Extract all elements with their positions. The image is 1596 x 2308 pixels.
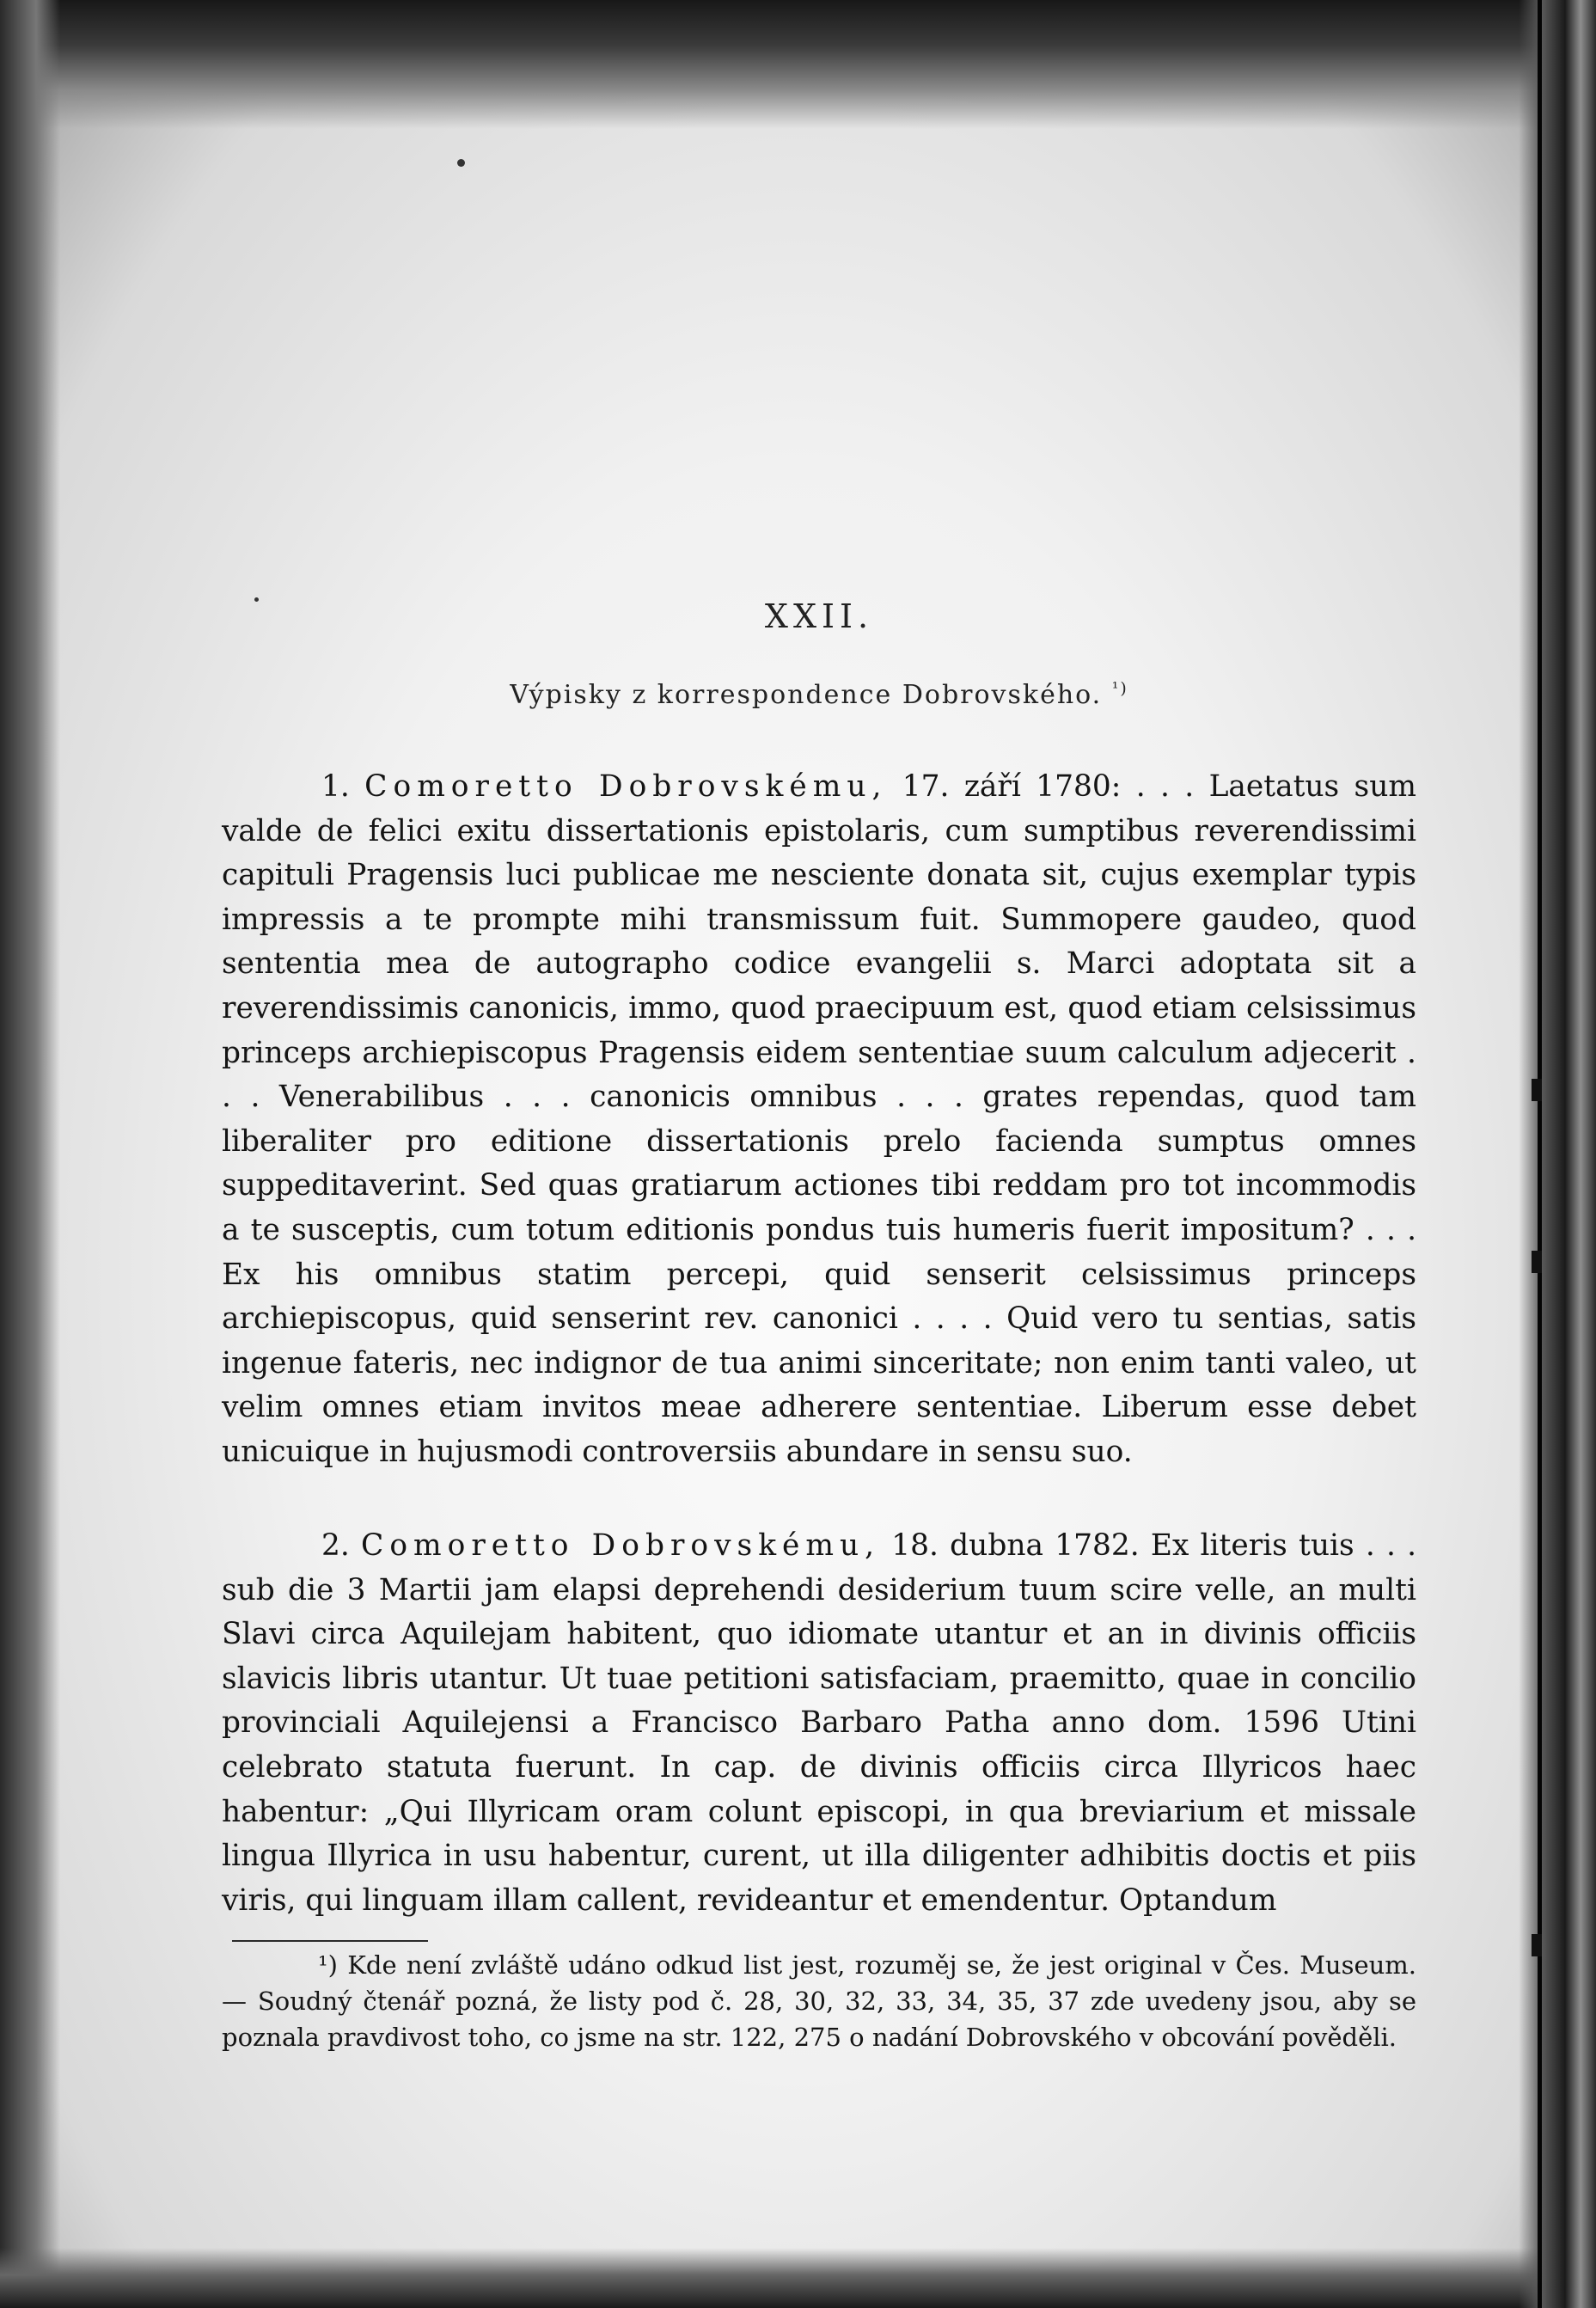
book-binding-edge xyxy=(1519,0,1596,2308)
binding-mark xyxy=(1532,1251,1542,1273)
chapter-title-text: Výpisky z korrespondence Dobrovského. xyxy=(510,680,1103,710)
scan-bottom-shadow xyxy=(0,2248,1596,2308)
letter-1 xyxy=(222,765,1416,1475)
letter-1-correspondent: Comoretto Dobrovskému, xyxy=(364,769,888,804)
scan-left-shadow xyxy=(0,0,60,2308)
letter-2-index: 2. xyxy=(321,1528,350,1563)
letter-1-text: . . . Laetatus sum valde de felici exitu dissertationis epistolaris, cum sumptibus reverendissimi capituli Pragensis luci publicae me nesciente donata sit, cujus exemplar typis impressis a te prompte mihi transmissum fuit. Summopere gaudeo, quod sententia mea de autographo codice evangelii s. Marci adoptata sit a reverendissimis canonicis, immo, quod praecipuum est, quod etiam celsissimus princeps archiepiscopus Pragensis eidem sententiae suum calculum adjecerit . . . Venerabilibus . . . canonicis omnibus . . . grates rependas, quod tam liberaliter pro editione dissertationis prelo facienda sumptus omnes suppeditaverint. Sed quas gratiarum actiones tibi reddam pro tot incommodis a te susceptis, cum totum editionis pondus tuis humeris fuerit impositum? . . . Ex his omnibus statim percepi, quid senserit celsissimus princeps archiepiscopus, quid senserint rev. canonici . . . . Quid vero tu sentias, satis ingenue fateris, nec indignor de tua animi sinceritate; non enim tanti valeo, ut velim omnes etiam invitos meae adherere sententiae. Liberum esse debet unicuique in hujusmodi controversiis abundare in sensu suo. xyxy=(222,769,1416,1469)
footnote-divider xyxy=(232,1940,428,1942)
scan-top-shadow xyxy=(0,0,1596,129)
footnote-reference: ¹) xyxy=(1111,679,1128,698)
letter-2 xyxy=(222,1524,1416,1923)
binding-mark xyxy=(1532,1079,1542,1101)
letter-1-date: 17. září 1780: xyxy=(902,769,1122,804)
letter-2-correspondent: Comoretto Dobrovskému, xyxy=(361,1528,881,1563)
chapter-title xyxy=(222,679,1416,710)
letter-1-index: 1. xyxy=(321,769,350,804)
footnote-text: Kde není zvláště udáno odkud list jest, rozuměj se, že jest original v Čes. Museum. — Soudný čtenář pozná, že listy pod č. 28, 30, 32, 33, 34, 35, 37 zde uvedeny jsou, aby se poznala pravdivost toho, co jsme na str. 122, 275 o nadání Dobrovského v obcování pověděli. xyxy=(222,1950,1417,2052)
footnote-mark: ¹) xyxy=(318,1950,338,1980)
letter-2-date: 18. dubna 1782. xyxy=(891,1528,1140,1563)
footnote xyxy=(222,1947,1416,2055)
binding-line xyxy=(1538,0,1542,2308)
binding-mark xyxy=(1532,1934,1542,1956)
chapter-number: XXII. xyxy=(764,597,874,635)
paper-speck xyxy=(457,159,465,167)
letter-2-text: Ex literis tuis . . . sub die 3 Martii jam elapsi deprehendi desiderium tuum scire velle, an multi Slavi circa Aquilejam habitent, quo idiomate utantur et an in divinis officiis slavicis libris utantur. Ut tuae petitioni satisfaciam, praemitto, quae in concilio provinciali Aquilejensi a Francisco Barbaro Patha anno dom. 1596 Utini celebrato statuta fuerunt. In cap. de divinis officiis circa Illyricos haec habentur: „Qui Illyricam oram colunt episcopi, in qua breviarium et missale lingua Illyrica in usu habentur, curent, ut illa diligenter adhibitis doctis et piis viris, qui linguam illam callent, revideantur et emendentur. Optandum xyxy=(222,1528,1416,1918)
